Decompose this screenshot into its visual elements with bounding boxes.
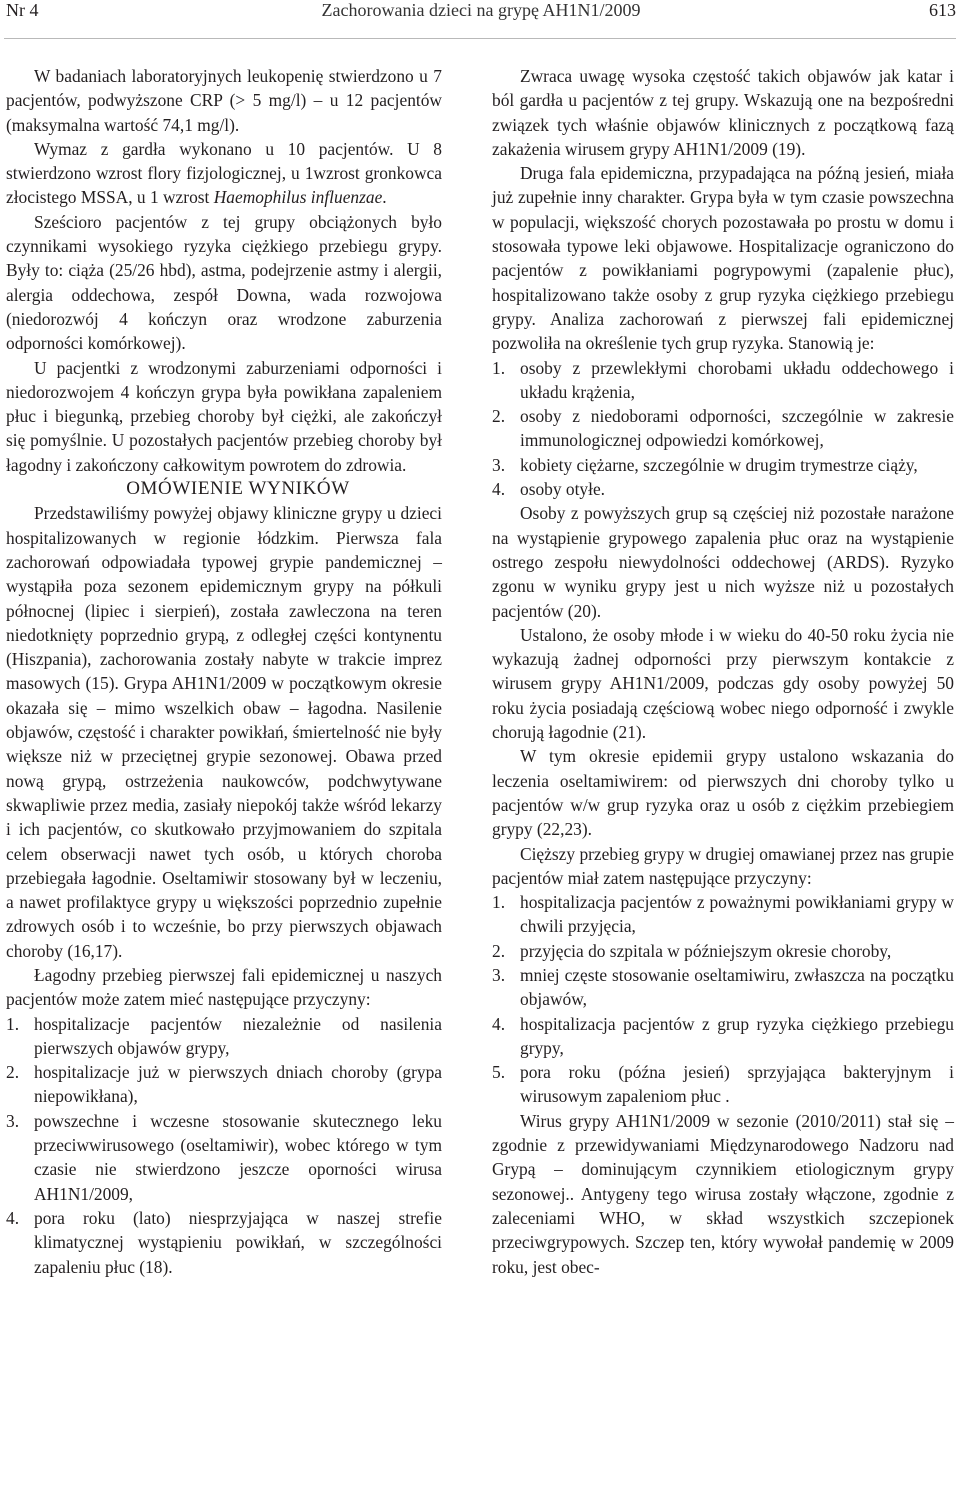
paragraph: Druga fala epidemiczna, przypadająca na późną jesień, miała już zupełnie inny charakter. Grypa była w tym czasie powszechna w populacji, większość chorych pozostawała po prostu w domu i stosowała typowe leki objawowe. Hospitalizacje ograniczono do pacjentów z powikłaniami pogrypowymi (zapalenie płuc), hospitalizowano także osoby z grup ryzyka ciężkiego przebiegu grypy. Analiza zachorowań z pierwszej fali epidemicznej pozwoliła na określenie tych grup ryzyka. Stanowią je: (492, 163, 954, 354)
list-item (6, 1206, 442, 1279)
paragraph: Przedstawiliśmy powyżej objawy kliniczne grypy u dzieci hospitalizowanych w regionie łódzkim. Pierwsza fala zachorowań odpowiadała typowej grypie pandemicznej – wystąpiła poza sezonem epidemicznym grypy na półkuli północnej (lipiec i sierpień), została zawleczona na teren niedotknięty poprzednio grypą, z odległej części kontynentu (Hiszpania), zachorowania zostały nabyte w trakcie imprez masowych (15). Grypa AH1N1/2009 w początkowym okresie okazała się – mimo wszelkich obaw – łagodna. Nasilenie objawów, częstość i charakter powikłań, śmiertelność nie były większe niż w przeciętnej grypie sezonowej. Obawa przed nową grypą, ostrzeżenia naukowców, podchwytywane skwapliwie przez media, zasiały niepokój także wśród lekarzy i ich pacjentów, co skutkowało przyjmowaniem do szpitala celem obserwacji nawet tych osób, u których choroba przebiegała łagodnie. Oseltamiwir stosowany był w leczeniu, a nawet profilaktyce grypy u większości poprzednio zupełnie zdrowych osób i to wcześnie, bo przy pierwszych objawach choroby (16,17). (6, 503, 442, 961)
paragraph: Zwraca uwagę wysoka częstość takich objawów jak katar i ból gardła u pacjentów z tej grupy. Wskazują one na bezpośredni związek tych właśnie objawów klinicznych z początkową fazą zakażenia wirusem grypy AH1N1/2009 (19). (492, 66, 954, 159)
list-item (492, 1060, 954, 1109)
list-text: osoby z przewlekłymi chorobami układu oddechowego i układu krążenia, (520, 357, 954, 402)
list-text: pora roku (lato) niesprzyjająca w naszej strefie klimatycznej wystąpieniu powikłań, w szczególności zapaleniu płuc (18). (34, 1207, 442, 1277)
list-number: 3. (492, 964, 506, 985)
header-divider (4, 38, 956, 39)
species-name: Haemophilus influenzae (213, 187, 383, 208)
list-number: 4. (6, 1207, 20, 1228)
list-number: 2. (492, 940, 506, 961)
list-number: 5. (492, 1062, 506, 1083)
paragraph: Osoby z powyższych grup są częściej niż pozostałe narażone na wystąpienie grypowego zapalenia płuc oraz na wystąpienie ostrego zespołu niewydolności oddechowej (ARDS). Ryzyko zgonu w wyniku grypy jest u nich wyższe niż u pozostałych pacjentów (20). (492, 503, 954, 621)
running-title: Zachorowania dzieci na grypę AH1N1/2009 (321, 0, 641, 20)
paragraph: Cięższy przebieg grypy w drugiej omawianej przez nas grupie pacjentów miał zatem następujące przyczyny: (492, 843, 954, 888)
list-text: pora roku (późna jesień) sprzyjająca bakteryjnym i wirusowym zapaleniom płuc . (520, 1062, 954, 1107)
issue-number: Nr 4 (6, 0, 39, 20)
causes-list-first-wave (6, 1012, 442, 1279)
list-item (492, 890, 954, 939)
list-item (6, 1060, 442, 1109)
list-item (492, 404, 954, 453)
list-item (492, 477, 954, 501)
list-text: osoby z niedoborami odporności, szczególnie w zakresie immunologicznej odpowiedzi komórkowej, (520, 406, 954, 451)
list-item (492, 939, 954, 963)
list-number: 1. (492, 892, 506, 913)
list-text: przyjęcia do szpitala w późniejszym okresie choroby, (520, 940, 892, 961)
list-number: 4. (492, 1013, 506, 1034)
list-text: kobiety ciężarne, szczególnie w drugim trymestrze ciąży, (520, 454, 918, 475)
list-item (492, 963, 954, 1012)
list-item (492, 1012, 954, 1061)
paragraph-throat-swab (6, 137, 442, 210)
list-text: hospitalizacje pacjentów niezależnie od nasilenia pierwszych objawów grypy, (34, 1013, 442, 1058)
paragraph: Wirus grypy AH1N1/2009 w sezonie (2010/2011) stał się – zgodnie z przewidywaniami Międzynarodowego Nadzoru nad Grypą – dominującym czynnikiem etiologicznym grypy sezonowej.. Antygeny tego wirusa zostały włączone, zgodnie z zaleceniami WHO, w skład wszystkich szczepionek przeciwgrypowych. Szczep ten, który wywołał pandemię w 2009 roku, jest obec- (492, 1110, 954, 1277)
page-number: 613 (929, 0, 956, 20)
paragraph: Ustalono, że osoby młode i w wieku do 40-50 roku życia nie wykazują żadnej odporności przy pierwszym kontakcie z wirusem grypy AH1N1/2009, podczas gdy osoby powyżej 50 roku życia posiadają częściową wobec niego odporność i zwykle chorują łagodnie (21). (492, 624, 954, 743)
list-number: 1. (6, 1013, 20, 1034)
causes-list-second-wave (492, 890, 954, 1109)
paragraph-text: Wymaz z gardła wykonano u 10 pacjentów. U 8 stwierdzono wzrost flory fizjologicznej, u 1wzrost gronkowca złocistego MSSA, u 1 wzrost (6, 138, 442, 208)
paragraph: Łagodny przebieg pierwszej fali epidemicznej u naszych pacjentów może zatem mieć następujące przyczyny: (6, 964, 442, 1010)
list-item (492, 356, 954, 405)
list-item (492, 453, 954, 477)
right-column (492, 64, 954, 1279)
list-text: mniej częste stosowanie oseltamiwiru, zwłaszcza na początku objawów, (520, 964, 954, 1010)
list-number: 4. (492, 479, 506, 500)
paragraph: W tym okresie epidemii grypy ustalono wskazania do leczenia oseltamiwirem: od pierwszych dni choroby tylko u pacjentów w/w grup ryzyka oraz u osób z ciężkim przebiegiem grypy (22,23). (492, 746, 954, 840)
list-text: osoby otyłe. (520, 479, 606, 500)
list-number: 1. (492, 357, 506, 378)
list-text: powszechne i wczesne stosowanie skutecznego leku przeciwwirusowego (oseltamiwir), wobec którego w tym czasie nie stwierdzono jeszcze oporności wirusa AH1N1/2009, (34, 1110, 442, 1204)
list-item (6, 1012, 442, 1061)
paragraph: U pacjentki z wrodzonymi zaburzeniami odporności i niedorozwojem 4 kończyn grypa była powikłana zapaleniem płuc i biegunką, przebieg choroby był ciężki, ale zakończył się pomyślnie. U pozostałych pacjentów przebieg choroby był łagodny i zakończony całkowitym powrotem do zdrowia. (6, 357, 442, 475)
list-number: 2. (492, 406, 506, 427)
list-text: hospitalizacje już w pierwszych dniach choroby (grypa niepowikłana), (34, 1062, 442, 1107)
list-item (6, 1109, 442, 1206)
list-number: 2. (6, 1062, 20, 1083)
page-header (6, 0, 956, 30)
paragraph: Sześcioro pacjentów z tej grupy obciążonych było czynnikami wysokiego ryzyka ciężkiego przebiegu grypy. Były to: ciąża (25/26 hbd), astma, podejrzenie astmy i alergii, alergia oddechowa, zespół Downa, wada rozwojowa (niedorozwój 4 kończyn oraz wrodzone zaburzenia odporności komórkowej). (6, 211, 442, 354)
list-number: 3. (492, 454, 506, 475)
list-text: hospitalizacja pacjentów z grup ryzyka ciężkiego przebiegu grypy, (520, 1013, 954, 1058)
list-number: 3. (6, 1110, 20, 1131)
list-text: hospitalizacja pacjentów z poważnymi powikłaniami grypy w chwili przyjęcia, (520, 892, 954, 937)
section-title: OMÓWIENIE WYNIKÓW (126, 478, 350, 500)
paragraph: W badaniach laboratoryjnych leukopenię stwierdzono u 7 pacjentów, podwyższone CRP (> 5 mg/l) – u 12 pacjentów (maksymalna wartość 74,1 mg/l). (6, 66, 442, 135)
left-column (6, 64, 442, 1279)
paragraph-text-end: . (382, 187, 387, 208)
risk-groups-list (492, 356, 954, 502)
